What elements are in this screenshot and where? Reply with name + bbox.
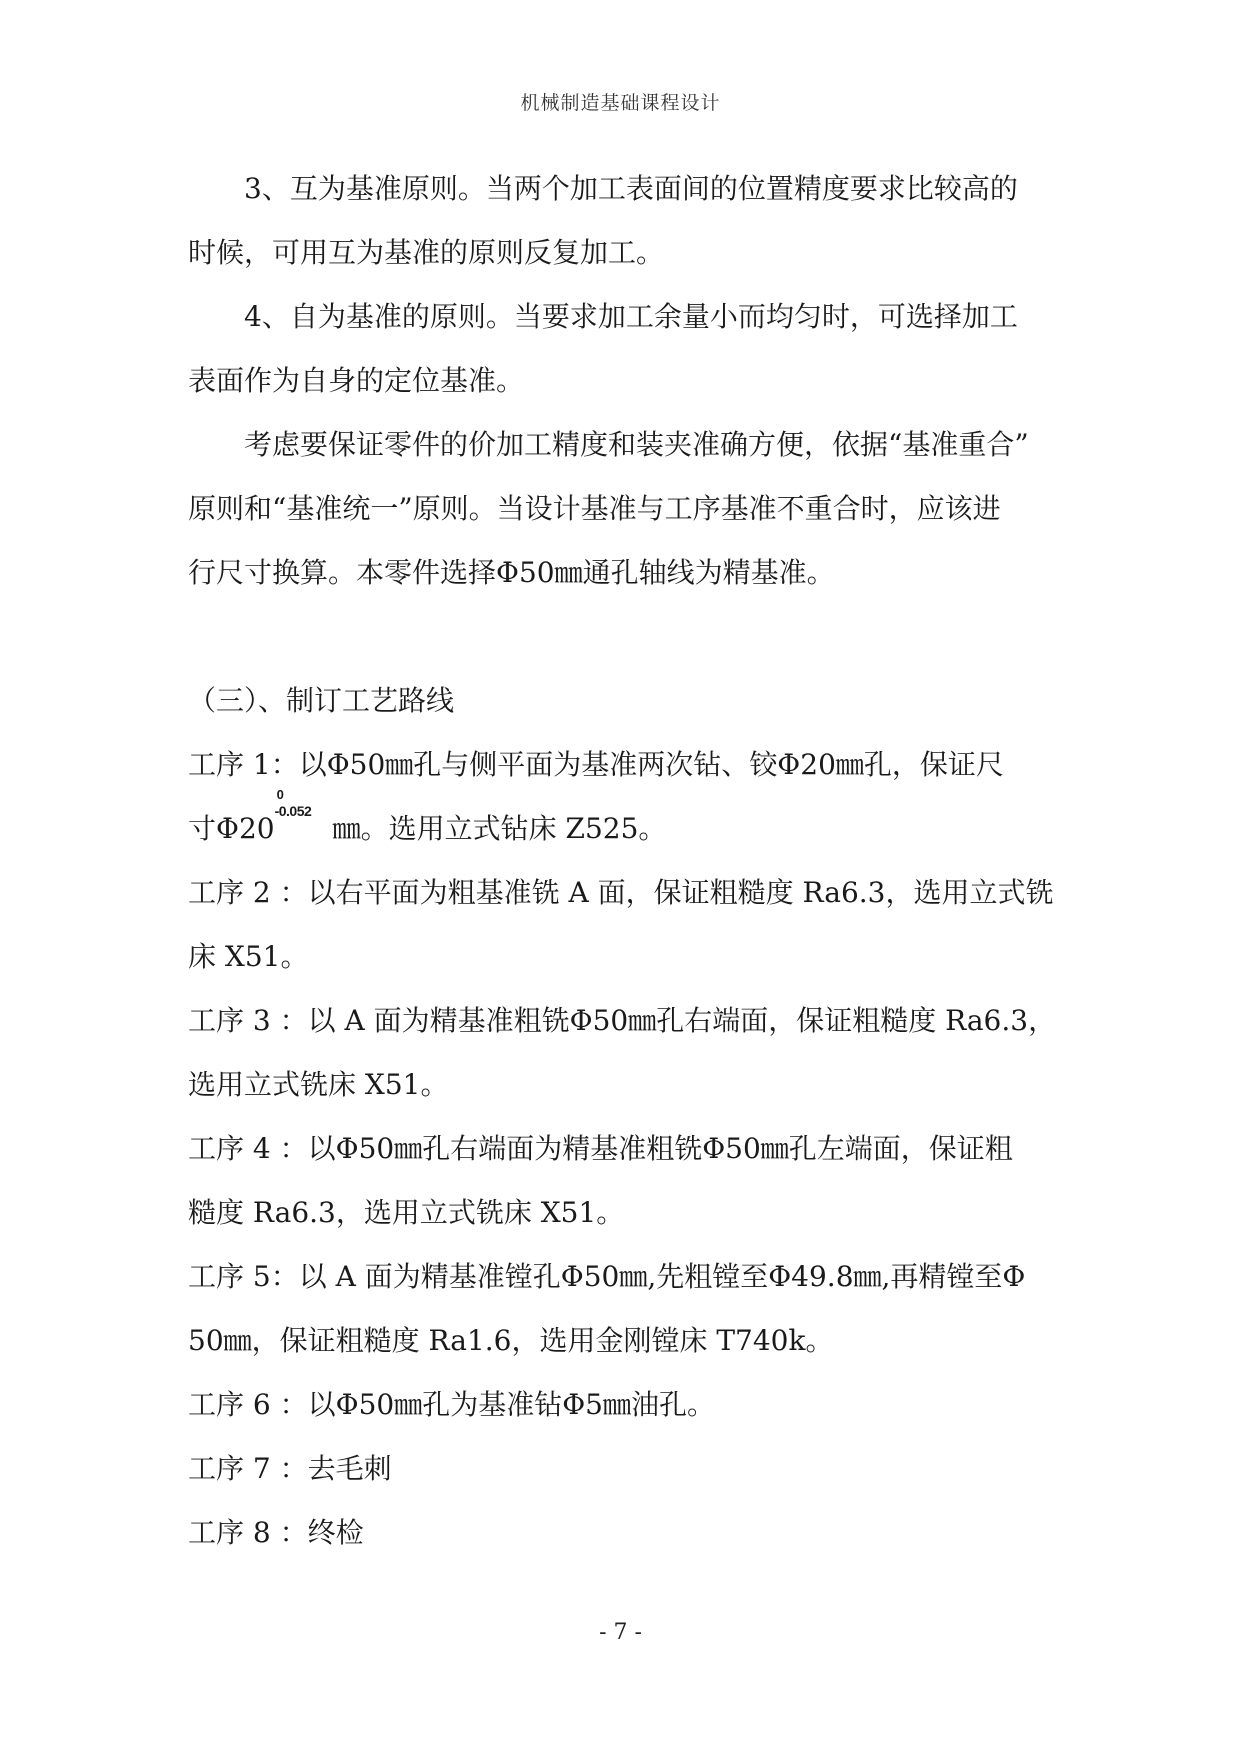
step-2-line-2: 床 X51。 (188, 940, 309, 973)
section-spacer (188, 605, 1068, 669)
step-5-line-1: 工序 5：以 A 面为精基准镗孔Φ50㎜,先粗镗至Φ49.8㎜,再精镗至Φ (188, 1260, 1026, 1293)
step-1-dimension-prefix: 寸Φ20 (188, 812, 275, 845)
paragraph-self-datum-line-2: 表面作为自身的定位基准。 (188, 364, 525, 397)
step-3-line-2: 选用立式铣床 X51。 (188, 1068, 449, 1101)
step-3-line-1: 工序 3 ：以 A 面为精基准粗铣Φ50㎜孔右端面，保证粗糙度 Ra6.3， (188, 1004, 1057, 1037)
section-heading-process-route: （三）、制订工艺路线 (188, 684, 455, 717)
step-4-line-1: 工序 4 ：以Φ50㎜孔右端面为精基准粗铣Φ50㎜孔左端面，保证粗 (188, 1132, 1013, 1165)
tolerance-lower: -0.052 (274, 803, 312, 819)
tolerance-stack (274, 787, 333, 838)
step-6-line-1: 工序 6 ：以Φ50㎜孔为基准钻Φ5㎜油孔。 (188, 1388, 715, 1421)
step-5-line-2: 50㎜，保证粗糙度 Ra1.6，选用金刚镗床 T740k。 (188, 1324, 834, 1357)
step-1-line-1: 工序 1：以Φ50㎜孔与侧平面为基准两次钻、铰Φ20㎜孔，保证尺 (188, 748, 1004, 781)
paragraph-mutual-datum-line-2: 时候，可用互为基准的原则反复加工。 (188, 236, 665, 269)
paragraph-mutual-datum-line-1: 3、互为基准原则。当两个加工表面间的位置精度要求比较高的 (244, 172, 1018, 205)
document-body (188, 157, 1068, 1565)
page-number: - 7 - (599, 1620, 642, 1645)
paragraph-self-datum-line-1: 4、自为基准的原则。当要求加工余量小而均匀时，可选择加工 (244, 300, 1018, 333)
tolerance-upper: 0 (276, 787, 284, 802)
paragraph-datum-selection-line-1: 考虑要保证零件的价加工精度和装夹准确方便，依据“基准重合” (244, 428, 1029, 461)
step-8-line-1: 工序 8 ：终检 (188, 1516, 364, 1549)
step-1-line-2 (188, 787, 1068, 861)
paragraph-datum-selection-line-2: 原则和“基准统一”原则。当设计基准与工序基准不重合时，应该进 (188, 492, 1001, 525)
step-1-dimension-suffix: ㎜。选用立式钻床 Z525。 (332, 812, 667, 845)
step-2-line-1: 工序 2 ：以右平面为粗基准铣 A 面，保证粗糙度 Ra6.3，选用立式铣 (188, 876, 1054, 909)
page-header-title: 机械制造基础课程设计 (520, 92, 721, 114)
paragraph-datum-selection-line-3: 行尺寸换算。本零件选择Φ50㎜通孔轴线为精基准。 (188, 556, 835, 589)
step-4-line-2: 糙度 Ra6.3，选用立式铣床 X51。 (188, 1196, 625, 1229)
step-7-line-1: 工序 7 ：去毛刺 (188, 1452, 392, 1485)
